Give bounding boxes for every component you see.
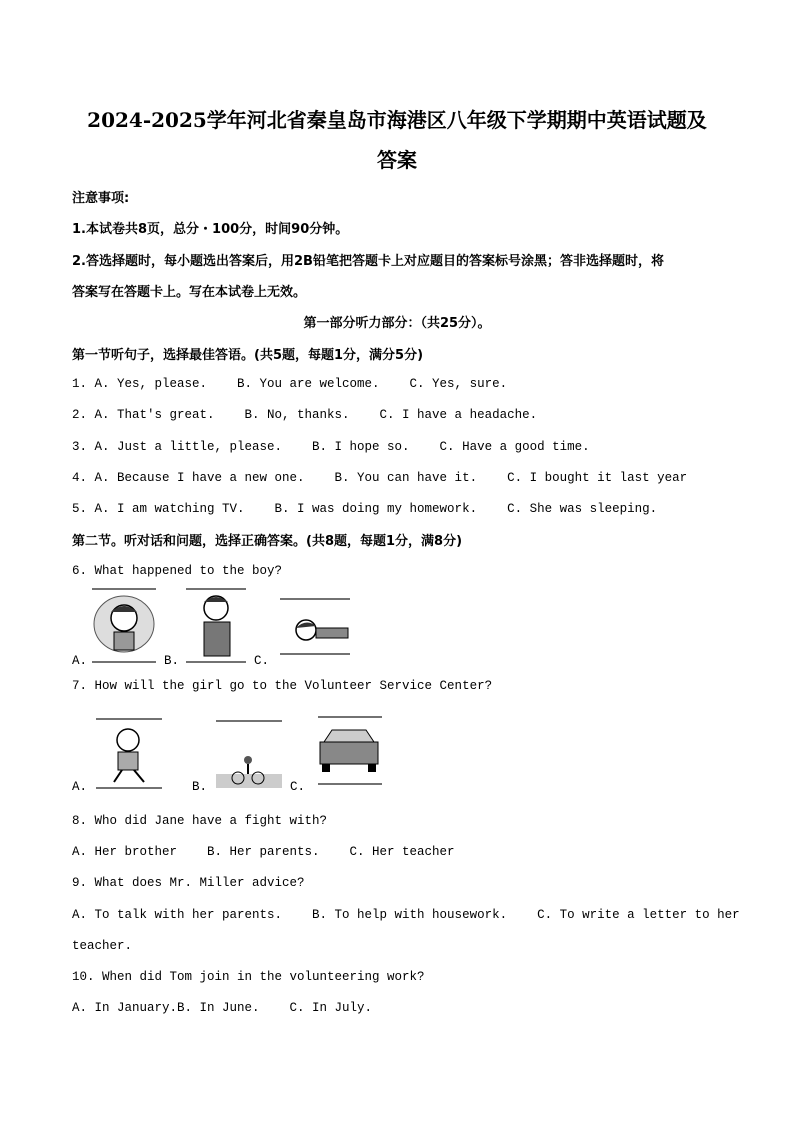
question-10: 10. When did Tom join in the volunteering work? (72, 970, 425, 984)
question-6: 6. What happened to the boy? (72, 564, 283, 578)
question-9-options-cont: teacher. (72, 939, 133, 953)
question-9-options: A. To talk with her parents. B. To help with housework. C. To write a letter to her (72, 908, 740, 922)
q7-option-b-label: B. (192, 780, 208, 794)
q7-picture-b-bike (212, 716, 286, 792)
q6-picture-c-boy-lying (276, 596, 354, 660)
question-2: 2. A. That's great. B. No, thanks. C. I have a headache. (72, 408, 538, 422)
notice-item-1: 1.本试卷共8页，总分・100分，时间90分钟。 (72, 222, 349, 237)
q6-option-a-label: A. (72, 654, 88, 668)
notice-item-2-cont: 答案写在答题卡上。写在本试卷上无效。 (72, 285, 307, 300)
q7-picture-a-walking (94, 716, 164, 792)
q6-picture-a-boy-headache (88, 586, 160, 664)
part1-heading: 第一部分听力部分：（共25分）。 (303, 316, 491, 331)
section2-heading: 第二节。听对话和问题，选择正确答案。(共8题，每题1分，满8分) (72, 534, 463, 549)
q6-picture-b-boy-stomachache (184, 586, 250, 664)
notice-item-2: 2.答选择题时，每小题选出答案后，用2B铅笔把答题卡上对应题目的答案标号涂黑；答非选择题时，将 (72, 254, 664, 269)
question-7: 7. How will the girl go to the Volunteer Service Center? (72, 679, 493, 693)
section1-heading: 第一节听句子，选择最佳答语。(共5题，每题1分，满分5分) (72, 348, 424, 363)
q7-picture-c-car (314, 714, 384, 790)
question-3: 3. A. Just a little, please. B. I hope so. C. Have a good time. (72, 440, 590, 454)
question-10-options: A. In January.B. In June. C. In July. (72, 1001, 373, 1015)
question-4: 4. A. Because I have a new one. B. You can have it. C. I bought it last year (72, 471, 688, 485)
question-8-options: A. Her brother B. Her parents. C. Her teacher (72, 845, 455, 859)
notice-heading: 注意事项: (72, 191, 130, 206)
question-9: 9. What does Mr. Miller advice? (72, 876, 305, 890)
document-title-line1: 2024-2025学年河北省秦皇岛市海港区八年级下学期期中英语试题及 (87, 108, 707, 132)
q6-option-b-label: B. (164, 654, 180, 668)
q6-option-c-label: C. (254, 654, 270, 668)
question-1: 1. A. Yes, please. B. You are welcome. C. Yes, sure. (72, 377, 508, 391)
q7-option-a-label: A. (72, 780, 88, 794)
document-title-line2: 答案 (377, 148, 417, 172)
question-5: 5. A. I am watching TV. B. I was doing my homework. C. She was sleeping. (72, 502, 658, 516)
question-8: 8. Who did Jane have a fight with? (72, 814, 328, 828)
q7-option-c-label: C. (290, 780, 306, 794)
